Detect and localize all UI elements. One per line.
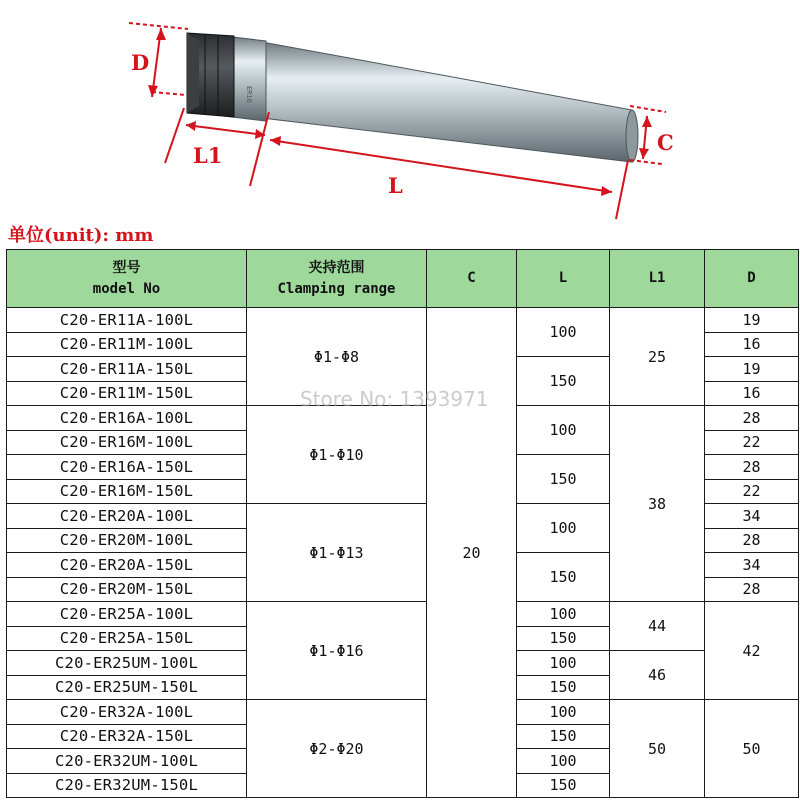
model-cell: C20-ER16M-150L	[7, 479, 247, 504]
l-cell: 100	[517, 406, 610, 455]
table-row	[7, 406, 799, 431]
clamping-cell: Φ1-Φ13	[247, 504, 427, 602]
model-cell: C20-ER16M-100L	[7, 430, 247, 455]
l1-cell: 50	[610, 700, 705, 798]
l1-cell: 38	[610, 406, 705, 602]
header-clamping-cn: 夹持范围	[308, 259, 365, 276]
d-cell: 28	[705, 406, 799, 431]
unit-caption: 单位(unit): mm	[8, 225, 154, 246]
model-cell: C20-ER32UM-150L	[7, 773, 247, 798]
d-cell: 34	[705, 504, 799, 529]
l-cell: 100	[517, 749, 610, 774]
header-l1: L1	[610, 250, 705, 308]
spec-table	[6, 249, 799, 798]
model-cell: C20-ER25A-150L	[7, 626, 247, 651]
l-cell: 100	[517, 602, 610, 627]
dim-label-d: D	[131, 50, 150, 75]
store-watermark: Store No: 1393971	[300, 387, 489, 411]
d-cell: 34	[705, 553, 799, 578]
model-cell: C20-ER20M-100L	[7, 528, 247, 553]
header-model	[7, 250, 247, 308]
d-cell: 16	[705, 332, 799, 357]
l-cell: 100	[517, 651, 610, 676]
d-cell: 22	[705, 479, 799, 504]
clamping-cell: Φ1-Φ8	[247, 308, 427, 406]
d-cell: 28	[705, 577, 799, 602]
model-cell: C20-ER25UM-100L	[7, 651, 247, 676]
clamping-cell: Φ1-Φ10	[247, 406, 427, 504]
header-model-en: model No	[92, 280, 161, 297]
model-cell: C20-ER11M-150L	[7, 381, 247, 406]
dim-label-l: L	[388, 173, 403, 198]
d-cell: 19	[705, 357, 799, 382]
model-cell: C20-ER20A-100L	[7, 504, 247, 529]
l-cell: 100	[517, 504, 610, 553]
dim-label-c: C	[657, 130, 674, 155]
c-cell: 20	[427, 308, 517, 798]
l1-cell: 46	[610, 651, 705, 700]
model-cell: C20-ER11A-150L	[7, 357, 247, 382]
tool-shank	[262, 42, 638, 162]
model-cell: C20-ER11A-100L	[7, 308, 247, 333]
l-cell: 150	[517, 675, 610, 700]
tool-holder-diagram	[0, 0, 800, 225]
dim-label-l1: L1	[193, 143, 223, 168]
model-cell: C20-ER11M-100L	[7, 332, 247, 357]
l-cell: 150	[517, 455, 610, 504]
l1-cell: 25	[610, 308, 705, 406]
l-cell: 100	[517, 700, 610, 725]
model-cell: C20-ER20A-150L	[7, 553, 247, 578]
d-cell: 50	[705, 700, 799, 798]
l1-cell: 44	[610, 602, 705, 651]
header-c: C	[427, 250, 517, 308]
clamping-cell: Φ2-Φ20	[247, 700, 427, 798]
table-row	[7, 602, 799, 627]
l-cell: 150	[517, 773, 610, 798]
d-cell: 28	[705, 528, 799, 553]
header-clamping-en: Clamping range	[277, 280, 396, 297]
d-cell: 22	[705, 430, 799, 455]
header-model-cn: 型号	[112, 259, 141, 276]
header-clamping	[247, 250, 427, 308]
shank-engraving: ER16	[245, 86, 253, 103]
model-cell: C20-ER32A-100L	[7, 700, 247, 725]
table-row	[7, 308, 799, 333]
table-row	[7, 700, 799, 725]
header-d: D	[705, 250, 799, 308]
model-cell: C20-ER16A-100L	[7, 406, 247, 431]
model-cell: C20-ER25UM-150L	[7, 675, 247, 700]
model-cell: C20-ER25A-100L	[7, 602, 247, 627]
d-cell: 42	[705, 602, 799, 700]
l-cell: 150	[517, 724, 610, 749]
model-cell: C20-ER32UM-100L	[7, 749, 247, 774]
l-cell: 150	[517, 553, 610, 602]
d-cell: 28	[705, 455, 799, 480]
l-cell: 150	[517, 626, 610, 651]
header-l: L	[517, 250, 610, 308]
d-cell: 16	[705, 381, 799, 406]
table-header-row	[7, 250, 799, 308]
collet-nut	[187, 33, 234, 117]
d-cell: 19	[705, 308, 799, 333]
model-cell: C20-ER20M-150L	[7, 577, 247, 602]
clamping-cell: Φ1-Φ16	[247, 602, 427, 700]
l-cell: 100	[517, 308, 610, 357]
model-cell: C20-ER32A-150L	[7, 724, 247, 749]
l-cell: 150	[517, 357, 610, 406]
model-cell: C20-ER16A-150L	[7, 455, 247, 480]
